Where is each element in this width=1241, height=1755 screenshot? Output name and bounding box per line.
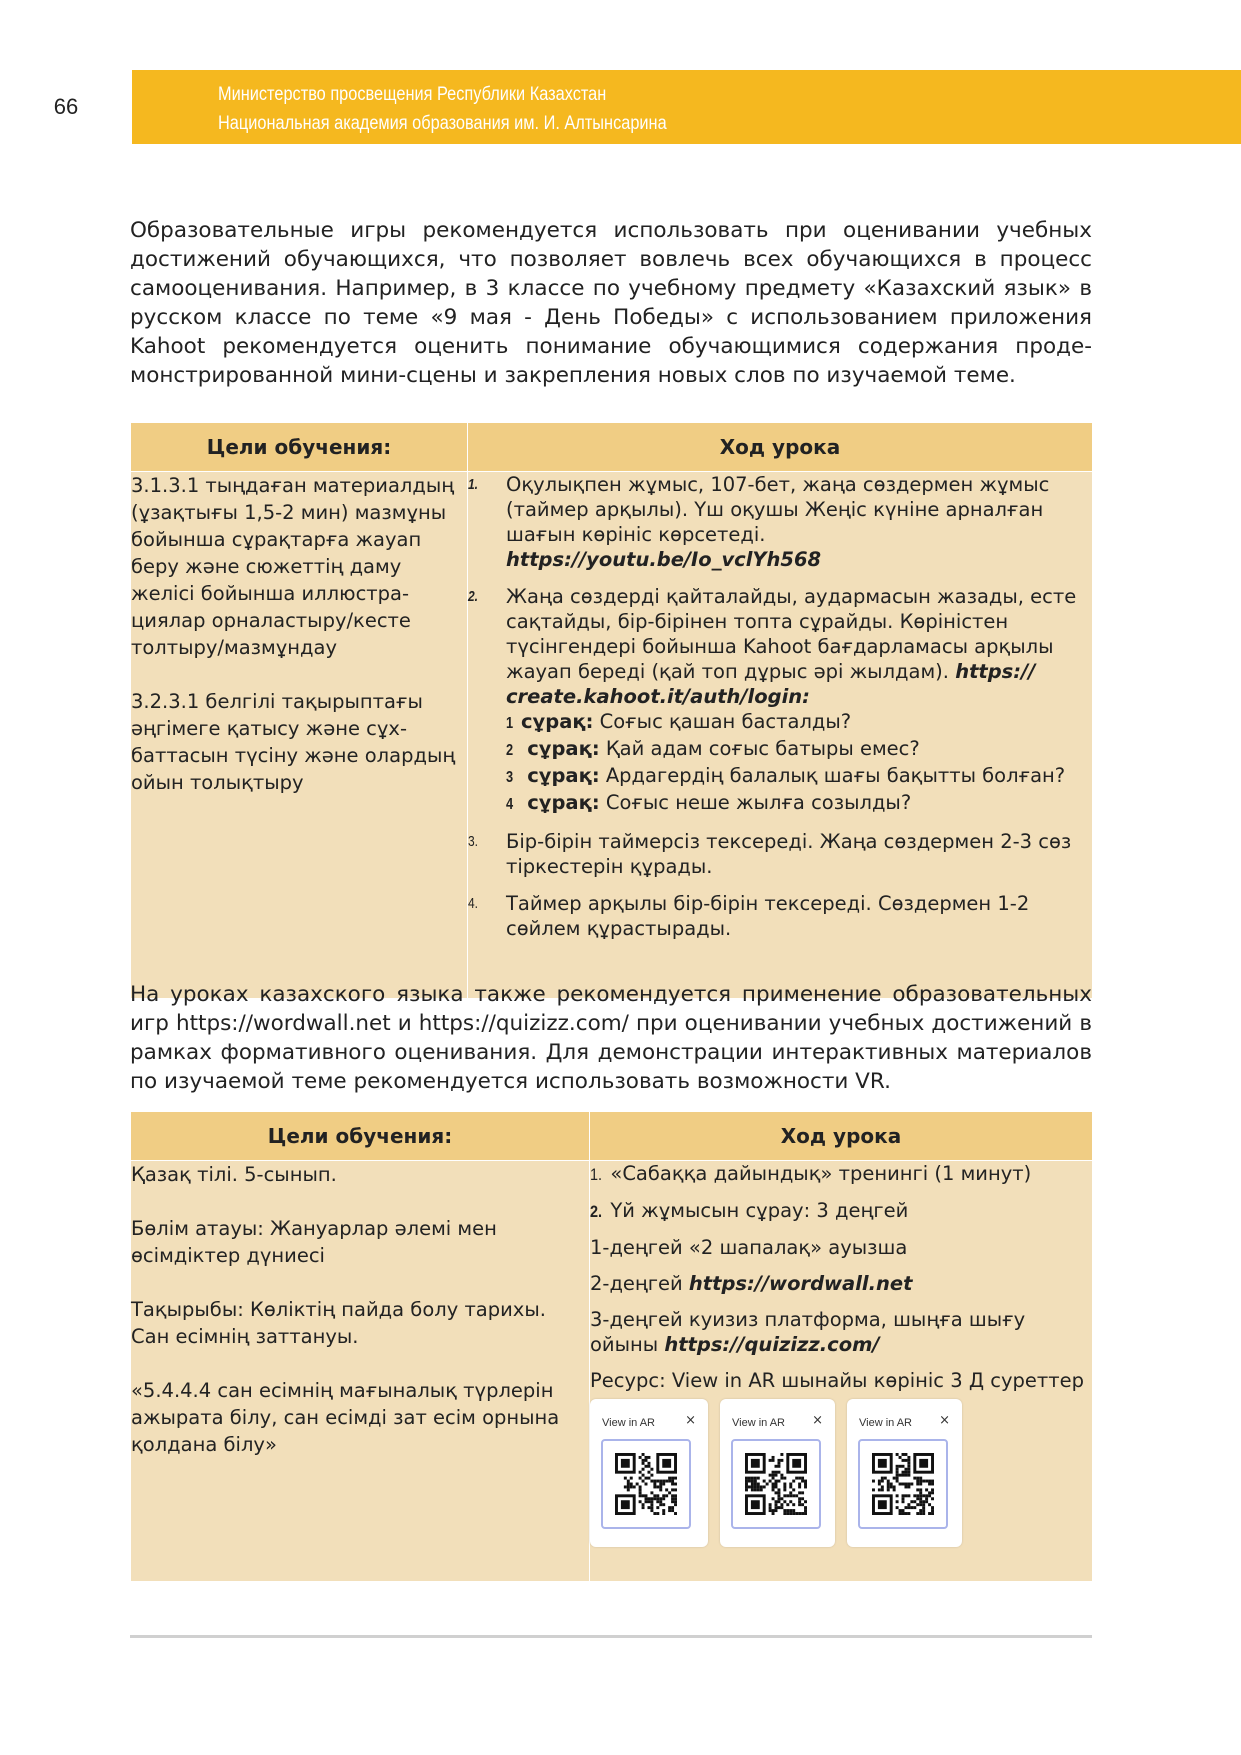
qr-cards: [590, 1399, 1092, 1547]
step-text: Таймер арқылы бір-бірін тексереді. Сөздермен 1-2 сөйлем құрастырады.: [506, 892, 1030, 940]
kahoot-link[interactable]: https:// create.kahoot.it/auth/login:: [506, 660, 1036, 708]
step-number: 4.: [468, 895, 479, 912]
goal-item: «5.4.4.4 сан есімнің мағыналық түрлерін ажырата білу, сан есімді зат есім орнына қолдана білу»: [131, 1379, 560, 1456]
table1-steps-cell: [468, 472, 1093, 999]
table1-goals-cell: [131, 472, 468, 999]
step-item: 2. Үй жұмысын сұрау: 3 деңгей: [590, 1199, 909, 1222]
close-icon[interactable]: ×: [812, 1413, 823, 1428]
lesson-table-1: [130, 422, 1093, 999]
table1-head-goals: Цели обучения:: [131, 423, 468, 472]
step-number: 3.: [468, 833, 479, 850]
goal-item: Тақырыбы: Көліктің пайда болу тарихы. Сан есімнің заттануы.: [131, 1298, 546, 1348]
goal-item: 3.2.3.1 белгілі тақырыптағы әңгімеге қатысу және сұхбаттасын түсіну және олардың ойын толықтыру: [131, 690, 456, 794]
quizizz-link[interactable]: https://quizizz.com/: [664, 1333, 880, 1356]
page-number: 66: [0, 70, 132, 144]
qr-card-title: View in AR: [602, 1417, 655, 1429]
qr-code-icon[interactable]: [601, 1439, 691, 1529]
qr-code-icon[interactable]: [731, 1439, 821, 1529]
step-text: Жаңа сөздерді қайталайды, аудармасын жазады, есте сақтайды, бір-бірінен топта сұрайды. Көріністен түсінгендері бойынша Kahoot бағдарламасы арқылы жауап береді (қай топ дұрыс әрі жылдам).: [506, 585, 1077, 683]
step-number: 2.: [468, 588, 479, 605]
question-line: 4 сұрақ: Соғыс неше жылға созылды?: [506, 791, 912, 814]
resource-line: Ресурс: View in AR шынайы көрініс 3 Д суреттер: [590, 1369, 1084, 1392]
lesson-table-2: [130, 1111, 1093, 1582]
header-line-1: Министерство просвещения Республики Казахстан: [218, 84, 607, 105]
table2-head-goals: Цели обучения:: [131, 1112, 590, 1161]
header-line-2: Национальная академия образования им. И. Алтынсарина: [218, 113, 667, 134]
header-title: [218, 80, 667, 138]
qr-card: [590, 1399, 708, 1547]
close-icon[interactable]: ×: [939, 1413, 950, 1428]
step-number: 1.: [468, 476, 479, 493]
qr-card: [720, 1399, 835, 1547]
step-item: [468, 472, 1092, 572]
qr-code-icon[interactable]: [858, 1439, 948, 1529]
wordwall-link[interactable]: https://wordwall.net: [688, 1272, 913, 1295]
question-line: 2 сұрақ: Қай адам соғыс батыры емес?: [506, 737, 920, 760]
header-bar: [0, 70, 1241, 144]
step-item: 1. «Сабаққа дайындық» тренингі (1 минут): [590, 1162, 1032, 1185]
footer-divider: [130, 1635, 1092, 1638]
level-3: 3-деңгей куизиз платформа, шыңға шығу ойыны https://quizizz.com/: [590, 1308, 1026, 1356]
qr-card-title: View in AR: [859, 1417, 912, 1429]
table2-head-steps: Ход урока: [590, 1112, 1093, 1161]
table1-head-steps: Ход урока: [468, 423, 1093, 472]
level-2: 2-деңгей https://wordwall.net: [590, 1272, 913, 1295]
qr-card-title: View in AR: [732, 1417, 785, 1429]
close-icon[interactable]: ×: [685, 1413, 696, 1428]
question-line: 1 сұрақ: Соғыс қашан басталды?: [506, 710, 852, 733]
youtube-link[interactable]: https://youtu.be/Io_vclYh568: [506, 548, 822, 571]
qr-card: [847, 1399, 962, 1547]
second-paragraph: На уроках казахского языка также рекомендуется применение образовательных игр https://wordwall.net и https://quizizz.com/ при оценивании учебных достижений в рамках формативного оценивания. Для демонстрации интерактивных материалов по изучаемой теме рекомендуется использовать возможности VR.: [130, 982, 1092, 1094]
step-text: Бір-бірін таймерсіз тексереді. Жаңа сөздермен 2-3 сөз тіркестерін құрады.: [506, 830, 1072, 878]
goal-item: Қазақ тілі. 5-сынып.: [131, 1163, 337, 1186]
step-item: [468, 829, 1092, 879]
intro-paragraph: Образовательные игры рекомендуется использовать при оценивании учебных достижений обучающихся, что позволяет вовлечь всех обучающихся в процесс самооценивания. Например, в 3 классе по учебному предмету «Казахский язык» в русском классе по теме «9 мая - День Победы» с использованием приложения Kahoot рекомендуется оценить понимание обучающимися содержания продемонстрированной мини-сцены и закрепления новых слов по изучаемой теме.: [130, 218, 1092, 388]
step-text: Оқулықпен жұмыс, 107-бет, жаңа сөздермен жұмыс (таймер арқылы). Үш оқушы Жеңіс күніне арналған шағын көрініс көрсетеді.: [506, 473, 1050, 546]
question-line: 3 сұрақ: Ардагердің балалық шағы бақытты болған?: [506, 764, 1066, 787]
level-1: 1-деңгей «2 шапалақ» ауызша: [590, 1236, 908, 1259]
table2-goals-cell: [131, 1161, 590, 1582]
step-item: [468, 891, 1092, 941]
table2-steps-cell: [590, 1161, 1093, 1582]
step-item: [468, 584, 1092, 817]
goal-item: Бөлім атауы: Жануарлар әлемі мен өсімдіктер дүниесі: [131, 1217, 497, 1267]
goal-item: 3.1.3.1 тыңдаған материалдың (ұзақтығы 1,5-2 мин) мазмұны бойынша сұрақтарға жауап беру және сюжеттің даму желісі бойынша иллюстрациялар орналастыру/кесте толтыру/мазмұндау: [131, 474, 455, 659]
